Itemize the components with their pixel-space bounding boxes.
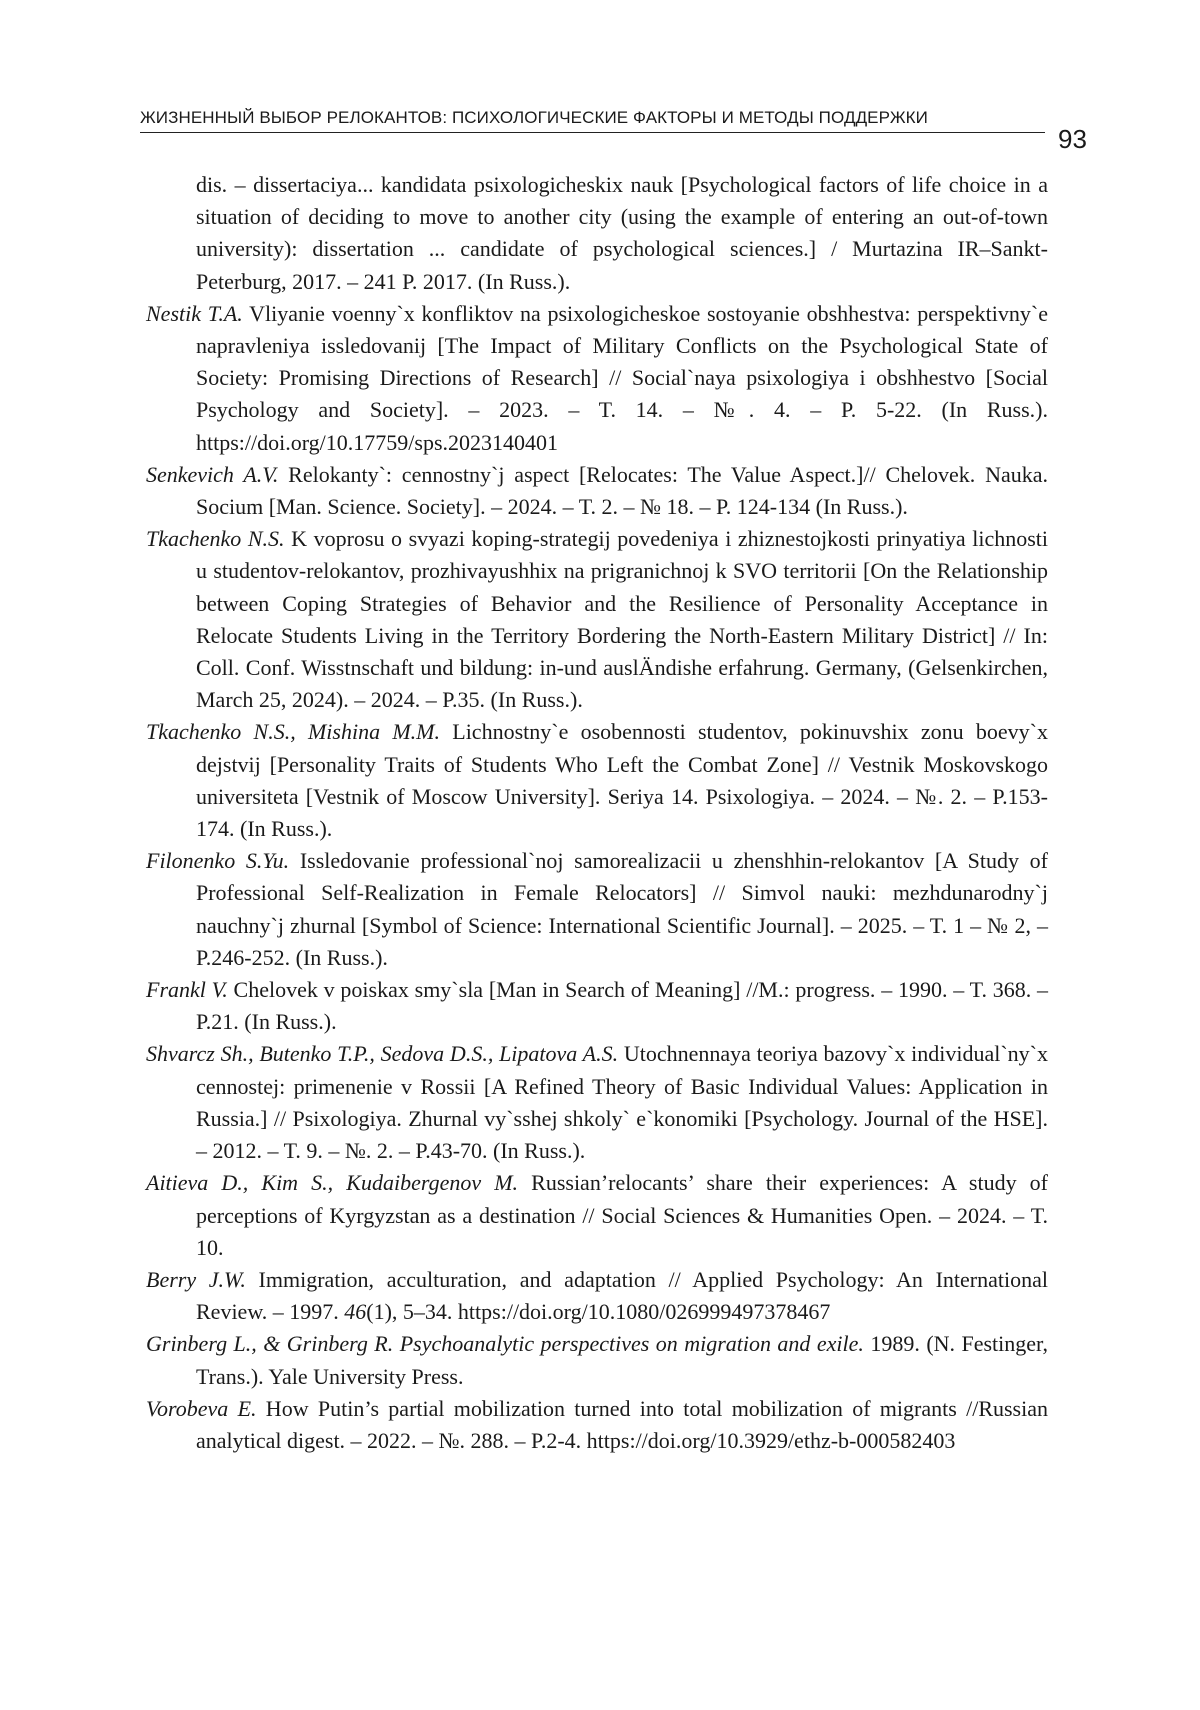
reference-entry <box>146 298 1048 459</box>
reference-author: Vorobeva E. <box>146 1395 257 1421</box>
reference-text: Vliyanie voenny`x konfliktov na psixologicheskoe sostoyanie obshhestva: perspektivny`e napravleniya issledovanij [The Impact of Military Conflicts on the Psychological State of Society: Promising Directions of Research] // Social`naya psixologiya i obshhestvo [Social Psychology and Society]. – 2023. – T. 14. – №. 4. – P. 5-22. (In Russ.). https://doi.org/10.17759/sps.2023140401 <box>196 300 1048 455</box>
reference-author: Berry J.W. <box>146 1266 246 1292</box>
reference-entry <box>146 523 1048 716</box>
reference-author: Senkevich A.V. <box>146 461 279 487</box>
reference-author: Filonenko S.Yu. <box>146 848 290 874</box>
reference-entry <box>146 1264 1048 1328</box>
reference-entry <box>146 1167 1048 1264</box>
reference-entry-continued <box>146 169 1048 298</box>
reference-entry <box>146 974 1048 1038</box>
reference-author: Nestik T.A. <box>146 300 243 326</box>
reference-entry <box>146 716 1048 845</box>
reference-author: Aitieva D., Kim S., Kudaibergenov M. <box>146 1170 519 1196</box>
running-header <box>140 108 1050 133</box>
reference-text: 1989. (N. Festinger, Trans.). Yale University Press. <box>196 1331 1048 1389</box>
reference-volume: 46 <box>344 1299 367 1325</box>
reference-author: Frankl V. <box>146 977 228 1003</box>
reference-title: Psychoanalytic perspectives on migration and exile. <box>393 1331 864 1357</box>
reference-list <box>146 169 1048 1457</box>
reference-author: Shvarcz Sh., Butenko T.P., Sedova D.S., Lipatova A.S. <box>146 1041 619 1067</box>
reference-entry <box>146 845 1048 974</box>
running-header-title: ЖИЗНЕННЫЙ ВЫБОР РЕЛОКАНТОВ: ПСИХОЛОГИЧЕСКИЕ ФАКТОРЫ И МЕТОДЫ ПОДДЕРЖКИ <box>140 108 1045 133</box>
reference-author: Grinberg L., & Grinberg R. <box>146 1331 394 1357</box>
reference-entry <box>146 1393 1048 1457</box>
reference-text: Immigration, acculturation, and adaptation // Applied Psychology: An International Review. – 1997. <box>196 1266 1048 1325</box>
reference-text: Issledovanie professional`noj samorealizacii u zhenshhin-relokantov [A Study of Professional Self-Realization in Female Relocators] // Simvol nauki: mezhdunarodny`j nauchny`j zhurnal [Symbol of Science: International Scientific Journal]. – 2025. – T. 1 – № 2, – P.246-252. (In Russ.). <box>196 848 1048 970</box>
reference-text: Lichnostny`e osobennosti studentov, pokinuvshix zonu boevy`x dejstvij [Personality Traits of Students Who Left the Combat Zone] // Vestnik Moskovskogo universiteta [Vestnik of Moscow University]. Seriya 14. Psixologiya. – 2024. – №. 2. – P.153-174. (In Russ.). <box>196 719 1048 842</box>
reference-entry <box>146 1038 1048 1167</box>
reference-text: Relokanty`: cennostny`j aspect [Relocates: The Value Aspect.]// Chelovek. Nauka. Socium [Man. Science. Society]. – 2024. – T. 2. – № 18. – P. 124-134 (In Russ.). <box>196 461 1048 520</box>
reference-text-tail: (1), 5–34. https://doi.org/10.1080/026999497378467 <box>366 1299 831 1325</box>
reference-entry <box>146 459 1048 523</box>
reference-author: Tkachenko N.S. <box>146 526 285 552</box>
reference-text: Chelovek v poiskax smy`sla [Man in Search of Meaning] //M.: progress. – 1990. – T. 368. – P.21. (In Russ.). <box>196 977 1049 1035</box>
reference-text: How Putin’s partial mobilization turned into total mobilization of migrants //Russian analytical digest. – 2022. – №. 288. – P.2-4. https://doi.org/10.3929/ethz-b-000582403 <box>196 1395 1048 1453</box>
reference-text: Russian’relocants’ share their experiences: A study of perceptions of Kyrgyzstan as a destination // Social Sciences & Humanities Open. – 2024. – T. 10. <box>196 1170 1048 1260</box>
reference-text: dis. – dissertaciya... kandidata psixologicheskix nauk [Psychological factors of life choice in a situation of deciding to move to another city (using the example of entering an out-of-town university): dissertation ... candidate of psychological sciences.] / Murtazina IR–Sankt-Peterburg, 2017. – 241 P. 2017. (In Russ.). <box>196 172 1048 294</box>
reference-text: K voprosu o svyazi koping-strategij povedeniya i zhiznestojkosti prinyatiya lichnosti u studentov-relokantov, prozhivayushhix na prigranichnoj k SVO territorii [On the Relationship between Coping Strategies of Behavior and the Resilience of Personality Acceptance in Relocate Students Living in the Territory Bordering the North-Eastern Military District] // In: Coll. Conf. Wisstnschaft und bildung: in-und auslÄndishe erfahrung. Germany, (Gelsenkirchen, March 25, 2024). – 2024. – P.35. (In Russ.). <box>196 526 1049 713</box>
reference-text: Utochnennaya teoriya bazovy`x individual`ny`x cennostej: primenenie v Rossii [A Refined Theory of Basic Individual Values: Application in Russia.] // Psixologiya. Zhurnal vy`sshej shkoly` e`konomiki [Psychology. Journal of the HSE]. – 2012. – T. 9. – №. 2. – P.43-70. (In Russ.). <box>196 1041 1048 1164</box>
reference-author: Tkachenko N.S., Mishina M.M. <box>146 719 440 745</box>
page-number: 93 <box>1058 124 1087 154</box>
reference-entry <box>146 1328 1048 1392</box>
